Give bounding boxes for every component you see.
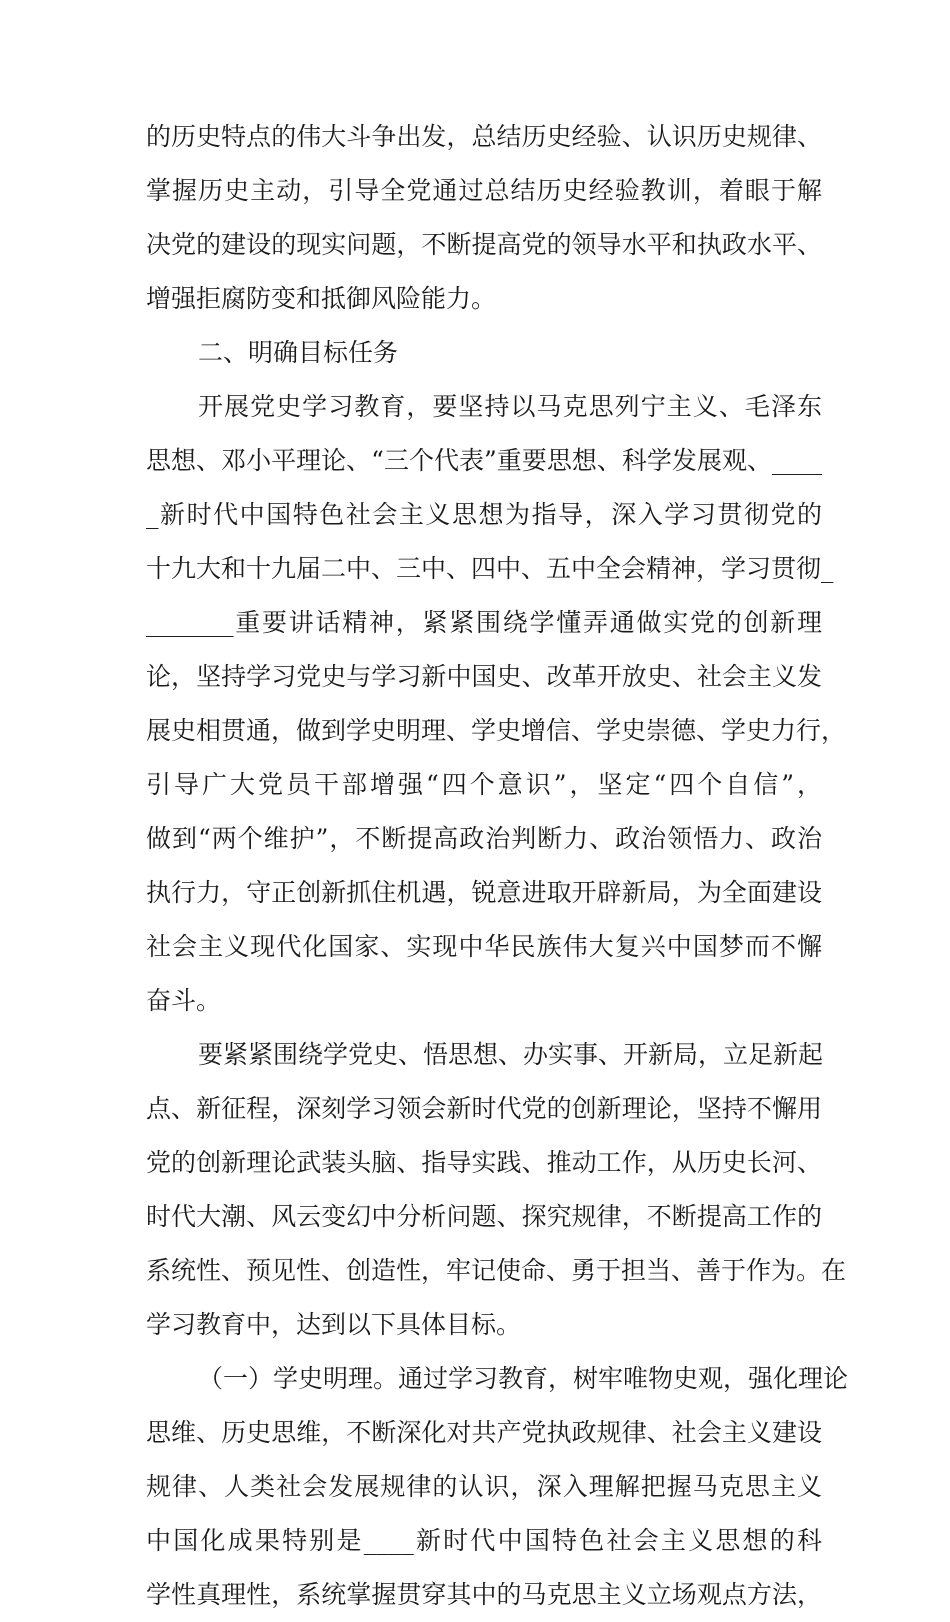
text-line: 中国化成果特别是____新时代中国特色社会主义思想的科: [146, 1526, 822, 1555]
text-line: 社会主义现代化国家、实现中华民族伟大复兴中国梦而不懈: [146, 932, 822, 961]
text-line: 执行力，守正创新抓住机遇，锐意进取开辟新局，为全面建设: [146, 878, 822, 907]
text-line: _______重要讲话精神，紧紧围绕学懂弄通做实党的创新理: [146, 608, 822, 637]
text-line: 开展党史学习教育，要坚持以马克思列宁主义、毛泽东: [198, 392, 822, 421]
text-line: _新时代中国特色社会主义思想为指导，深入学习贯彻党的: [146, 500, 822, 529]
text-line: 引导广大党员干部增强“四个意识”，坚定“四个自信”，: [146, 770, 822, 799]
document-body: [146, 110, 849, 1622]
text-line: 做到“两个维护”，不断提高政治判断力、政治领悟力、政治: [146, 824, 822, 853]
text-line: 党的创新理论武装头脑、指导实践、推动工作，从历史长河、: [146, 1148, 822, 1177]
text-line: 点、新征程，深刻学习领会新时代党的创新理论，坚持不懈用: [146, 1094, 822, 1123]
text-line: 思想、邓小平理论、“三个代表”重要思想、科学发展观、____: [146, 446, 822, 475]
text-line: 掌握历史主动，引导全党通过总结历史经验教训，着眼于解: [146, 176, 822, 205]
text-line: 十九大和十九届二中、三中、四中、五中全会精神，学习贯彻_: [146, 554, 834, 583]
text-line: 系统性、预见性、创造性，牢记使命、勇于担当、善于作为。在: [146, 1256, 847, 1285]
text-line: 奋斗。: [146, 986, 222, 1015]
text-line: 学性真理性，系统掌握贯穿其中的马克思主义立场观点方法，: [146, 1580, 822, 1609]
text-line: 时代大潮、风云变幻中分析问题、探究规律，不断提高工作的: [146, 1202, 822, 1231]
text-line: 规律、人类社会发展规律的认识，深入理解把握马克思主义: [146, 1472, 822, 1501]
text-line: 学习教育中，达到以下具体目标。: [146, 1310, 522, 1339]
text-line: 要紧紧围绕学党史、悟思想、办实事、开新局，立足新起: [198, 1040, 824, 1069]
text-line: 决党的建设的现实问题，不断提高党的领导水平和执政水平、: [146, 230, 822, 259]
text-line: 思维、历史思维，不断深化对共产党执政规律、社会主义建设: [146, 1418, 822, 1447]
text-line: 的历史特点的伟大斗争出发，总结历史经验、认识历史规律、: [146, 122, 822, 151]
text-line: （一）学史明理。通过学习教育，树牢唯物史观，强化理论: [198, 1364, 849, 1393]
text-line: 展史相贯通，做到学史明理、学史增信、学史崇德、学史力行，: [146, 716, 847, 745]
text-line: 论，坚持学习党史与学习新中国史、改革开放史、社会主义发: [146, 662, 822, 691]
text-line: 增强拒腐防变和抵御风险能力。: [146, 284, 497, 313]
section-heading: 二、明确目标任务: [198, 338, 399, 367]
